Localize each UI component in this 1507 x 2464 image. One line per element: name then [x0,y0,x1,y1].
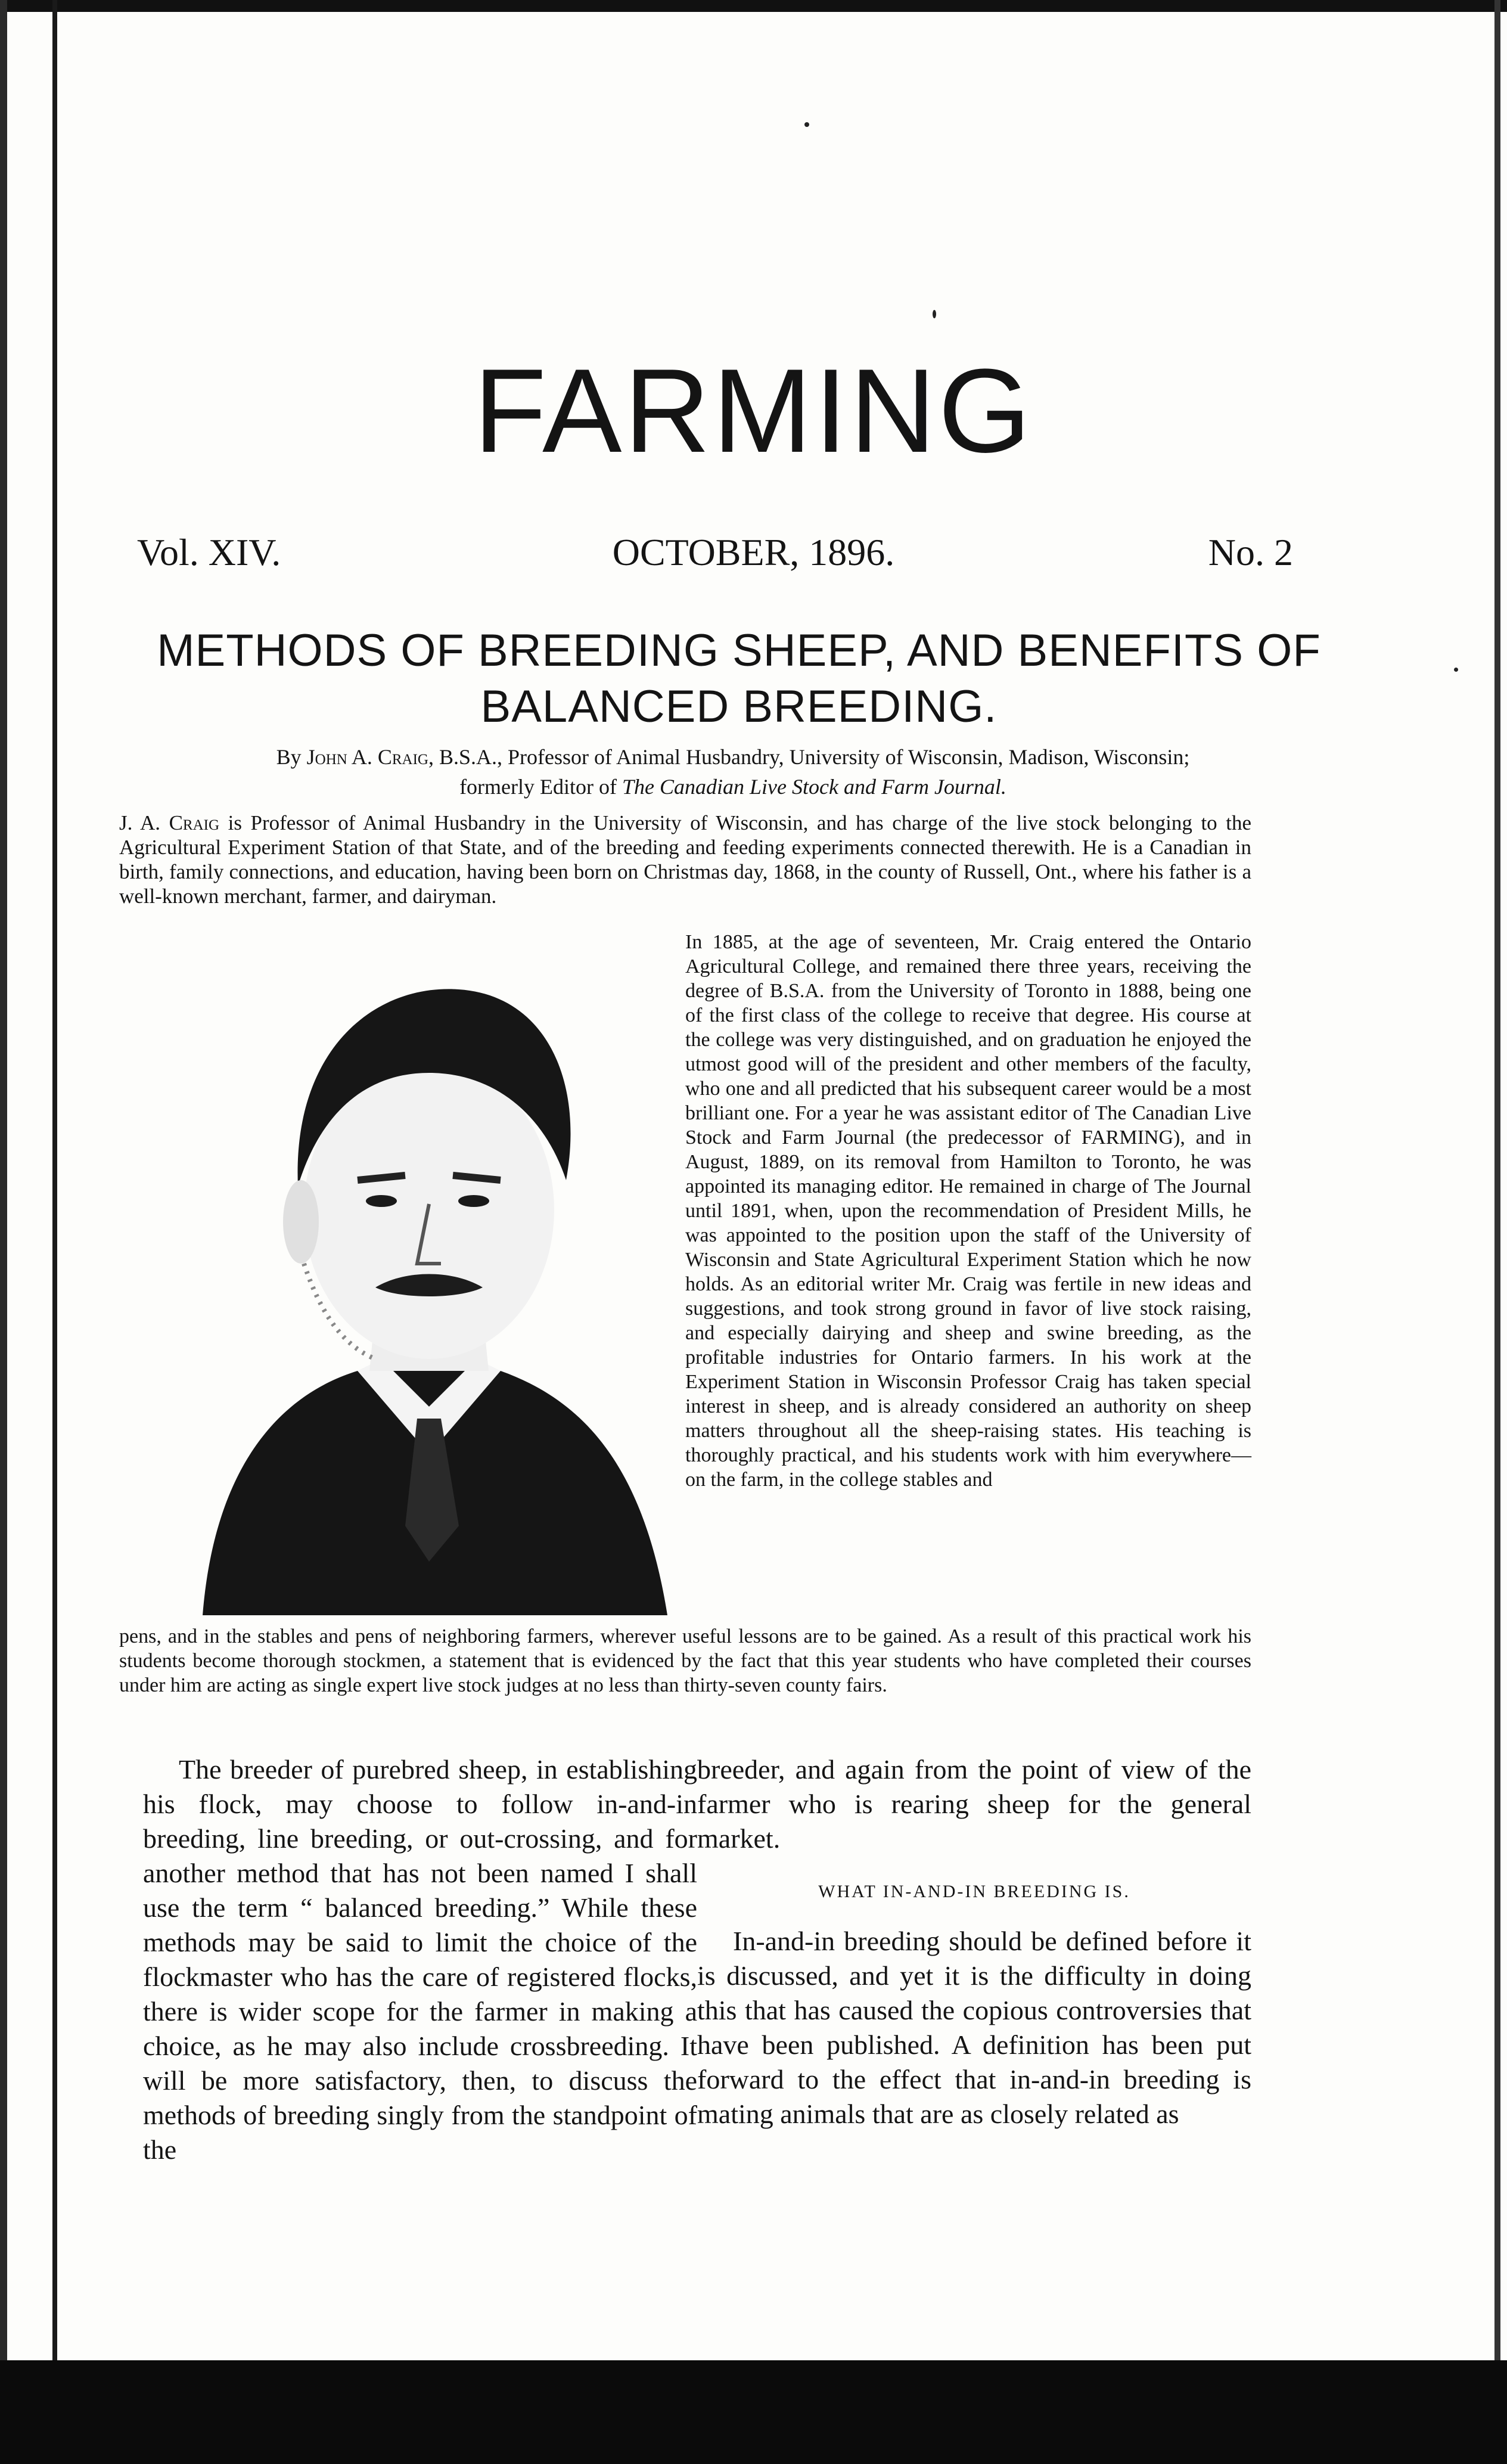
scan-speck [933,310,936,318]
author-bio-career: In 1885, at the age of seventeen, Mr. Craig entered the Ontario Agricultural College, and remained there three years, receiving the degree of B.S.A. from the University of Toronto in 1888, being one of the first class of the college to receive that degree. His course at the college was very distinguished, and on graduation he enjoyed the utmost good will of the president and other members of the faculty, who one and all predicted that his subsequent career would be a most brilliant one. For a year he was assistant editor of The Canadian Live Stock and Farm Journal (the predecessor of FARMING), and in August, 1889, on its removal from Hamilton to Toronto, he was appointed its managing editor. He remained in charge of The Journal until 1891, when, upon the recommendation of President Mills, he was appointed to the position upon the staff of the University of Wisconsin and State Agricultural Experiment Station which he now holds. As an editorial writer Mr. Craig was fertile in new ideas and suggestions, and took strong ground in favor of live stock raising, and especially dairying and sheep and swine breeding, as the profitable industries for Ontario farmers. In his work at the Experiment Station in Wisconsin Professor Craig has taken special interest in sheep, and is already considered an authority on sheep matters throughout all the sheep-raising states. His teaching is thoroughly practical, and his students work with him everywhere—on the farm, in the college stables and [685,931,1251,1491]
author-portrait [179,930,679,1615]
article-title-line-1: METHODS OF BREEDING SHEEP, AND BENEFITS OF [157,625,1321,676]
article-title [119,623,1359,735]
bio-intro-text: is Professor of Animal Husbandry in the University of Wisconsin, and has charge of the live stock belonging to the Agricultural Experiment Station of that State, and of the breeding and feeding experiments connected therewith. He is a Canadian in birth, family connections, and education, having been born on Christmas day, 1868, in the county of Russell, Ont., where his father is a well-known merchant, farmer, and dairyman. [119,811,1252,908]
body-paragraph: In-and-in breeding should be defined before it is discussed, and yet it is the difficulty in doing this that has caused the copious controversies that have been published. A definition has been put forward to the effect that in-and-in breeding is mating animals that are as closely related as [697,1926,1251,2129]
scan-top-border [0,0,1507,12]
byline-prefix: By [276,745,302,769]
body-paragraph: The breeder of purebred sheep, in establishing his flock, may choose to follow in-and-in breeding, line breeding, or out-crossing, and for another method that has not been named I shall use the term “ balanced breeding.” While these methods may be said to limit the choice of the flockmaster who has the care of registered flocks, there is wider scope for the farmer in making a choice, as he may also include crossbreeding. It will be more satisfactory, then, to discuss the methods of breeding singly from the standpoint of the [143,1754,697,2165]
volume-label: Vol. XIV. [137,531,281,573]
byline [137,742,1329,802]
byline-former-role: formerly Editor of [459,775,617,799]
article-body-left-column [143,1752,697,2167]
bio-lead-name: J. A. Craig [119,811,220,834]
byline-journal-title: The Canadian Live Stock and Farm Journal. [622,775,1006,799]
byline-author: John A. Craig [306,745,428,769]
scan-bottom-border [0,2360,1507,2464]
author-bio-conclusion: pens, and in the stables and pens of neighboring farmers, wherever useful lessons are to be gained. As a result of this practical work his students become thorough stockmen, a statement that is evidenced by the fact that this year students who have completed their courses under him are acting as single expert live stock judges at no less than thirty-seven county fairs. [119,1625,1251,1696]
scan-speck [804,122,809,127]
article-title-line-2: BALANCED BREEDING. [480,681,998,732]
author-bio-intro [119,811,1251,908]
issue-number: No. 2 [1208,531,1293,573]
byline-credentials: , B.S.A., Professor of Animal Husbandry, University of Wisconsin, Madison, Wisconsin; [428,745,1190,769]
issue-date: OCTOBER, 1896. [612,531,895,573]
scan-speck [1454,668,1458,672]
masthead-title: FARMING [473,345,1034,477]
section-subheading: WHAT IN-AND-IN BREEDING IS. [818,1882,1130,1901]
article-body-right-column [697,1752,1251,2131]
body-paragraph: breeder, and again from the point of view of the farmer who is rearing sheep for the general market. [697,1754,1251,1854]
